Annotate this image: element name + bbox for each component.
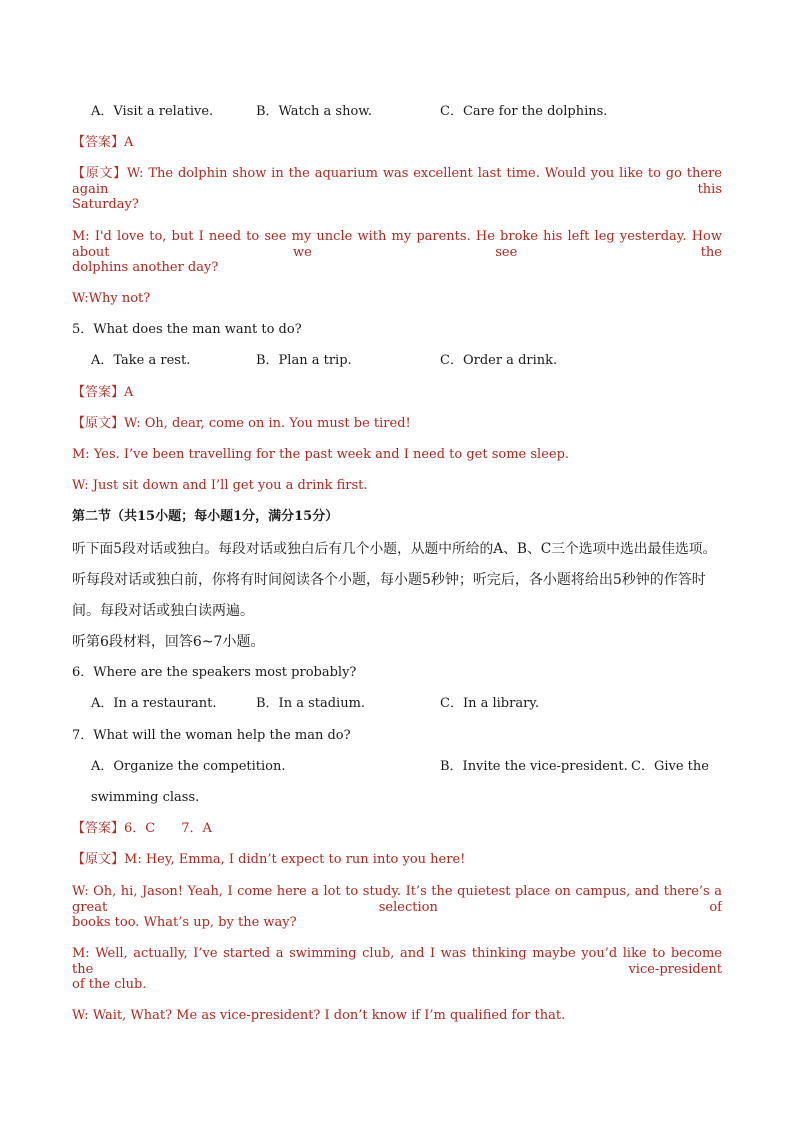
q4-option-b: B．Watch a show.: [256, 104, 373, 119]
transcript-tag: 【原文】: [72, 852, 125, 867]
section2-instruction-1: 听下面5段对话或独白。每段对话或独白后有几个小题，从题中所给的A、B、C三个选项中选出最佳选项。: [72, 541, 717, 557]
q7-option-c-continued: swimming class.: [91, 790, 200, 805]
q6-option-a: A．In a restaurant.: [91, 696, 217, 711]
q7-question: 7．What will the woman help the man do?: [72, 728, 351, 743]
q4-option-a: A．Visit a relative.: [91, 104, 214, 119]
q67-transcript-line5: of the club.: [72, 977, 147, 992]
q5-option-a: A．Take a rest.: [91, 353, 191, 368]
answer-tag: 【答案】: [72, 385, 125, 400]
section2-instruction-3: 间。每段对话或独白读两遍。: [72, 603, 254, 619]
section2-instruction-4: 听第6段材料，回答6~7小题。: [72, 634, 265, 650]
q67-transcript-line6: W: Wait, What? Me as vice-president? I don’t know if I’m qualified for that.: [72, 1008, 566, 1023]
answer-tag: 【答案】: [72, 821, 125, 836]
q4-transcript-line2: Saturday?: [72, 197, 139, 212]
q4-option-c: C．Care for the dolphins.: [440, 104, 608, 119]
q67-transcript-line4: M: Well, actually, I’ve started a swimming club, and I was thinking maybe you’d like to become the vice-president: [72, 946, 722, 977]
q5-answer-line: [72, 385, 133, 401]
q4-transcript-line1: 【原文】W: The dolphin show in the aquarium was excellent last time. Would you like to go there again this: [72, 166, 722, 197]
q5-question: 5．What does the man want to do?: [72, 322, 302, 337]
q5-option-c: C．Order a drink.: [440, 353, 558, 368]
q5-transcript-line2: M: Yes. I’ve been travelling for the past week and I need to get some sleep.: [72, 447, 570, 462]
q5-option-b: B．Plan a trip.: [256, 353, 352, 368]
q7-option-a: A．Organize the competition.: [91, 759, 286, 774]
q67-answer: 6．C 7．A: [124, 821, 212, 836]
transcript-tag: 【原文】: [72, 166, 127, 181]
q67-transcript-line2: W: Oh, hi, Jason! Yeah, I come here a lot to study. It’s the quietest place on campus, and there’s a great selection of: [72, 884, 722, 915]
q4-transcript-line3: M: I'd love to, but I need to see my uncle with my parents. He broke his left leg yesterday. How about we see the: [72, 229, 722, 260]
q5-answer: A: [124, 385, 134, 400]
answer-tag: 【答案】: [72, 135, 125, 150]
q6-question: 6．Where are the speakers most probably?: [72, 665, 357, 680]
section2-instruction-2: 听每段对话或独白前，你将有时间阅读各个小题，每小题5秒钟；听完后，各小题将给出5秒钟的作答时: [72, 572, 706, 588]
q6-option-b: B．In a stadium.: [256, 696, 366, 711]
q4-answer-line: [72, 135, 133, 151]
q7-option-b: B．Invite the vice-president.: [440, 759, 628, 774]
q7-option-c: C．Give the: [631, 759, 709, 774]
q4-transcript-line5: W:Why not?: [72, 291, 151, 306]
q4-answer: A: [124, 135, 134, 150]
section2-heading: 第二节（共15小题；每小题1分，满分15分）: [72, 509, 339, 524]
transcript-tag: 【原文】: [72, 416, 125, 431]
q5-transcript-line1: 【原文】W: Oh, dear, come on in. You must be tired!: [72, 416, 411, 431]
q67-transcript-line1: 【原文】M: Hey, Emma, I didn’t expect to run into you here!: [72, 852, 466, 867]
q67-answer-line: [72, 821, 212, 837]
q6-option-c: C．In a library.: [440, 696, 540, 711]
q67-transcript-line3: books too. What’s up, by the way?: [72, 915, 297, 930]
q4-transcript-line4: dolphins another day?: [72, 260, 219, 275]
q5-transcript-line3: W: Just sit down and I’ll get you a drink first.: [72, 478, 368, 493]
